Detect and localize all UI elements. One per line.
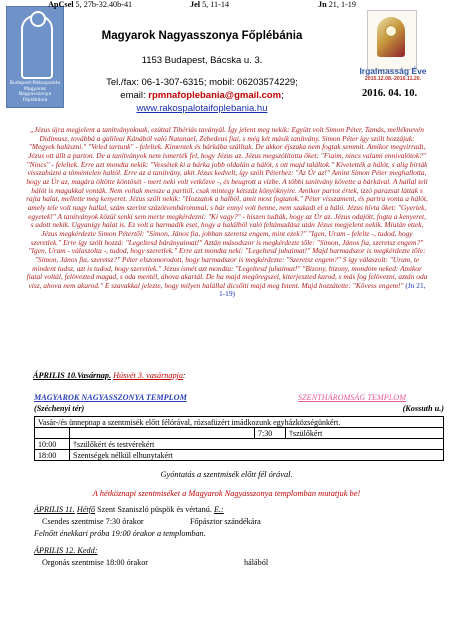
tuesday-heading <box>34 546 97 555</box>
email-address[interactable]: rpmnafoplebania@gmail.com <box>148 90 282 101</box>
choir-rehearsal-note: Felnőtt énekkari próba 19:00 órakor a templomban. <box>34 529 206 538</box>
monday-day: Hétfő <box>76 505 96 514</box>
monday-date: ÁPRILIS 11. <box>34 505 75 514</box>
table-cell: 7:30 <box>255 428 286 439</box>
monday-intention: Főpásztor szándékára <box>190 517 261 526</box>
weekday-mass-note: A hétköznapi szentmiséket a Magyarok Nagyasszonya templomban mutatjuk be! <box>92 489 361 498</box>
sunday-feast-link[interactable]: Húsvét 3. vasárnapja <box>113 371 183 380</box>
reading-2 <box>190 0 229 9</box>
table-cell: 18:00 <box>35 450 70 461</box>
bulletin-date: 2016. 04. 10. <box>362 88 418 99</box>
table-cell: 10:00 <box>35 439 70 450</box>
year-of-mercy-dates: 2015.12.08.-2016.11.20. <box>364 76 422 82</box>
monday-e: E.: <box>213 505 224 514</box>
website-link[interactable]: www.rakospalotaifoplebania.hu <box>136 103 268 114</box>
table-row <box>35 428 444 439</box>
email-tail: ; <box>281 90 284 101</box>
reading-1-ref: 5, 27b-32.40b-41 <box>75 0 133 9</box>
tuesday-intention: hálából <box>244 558 269 567</box>
year-of-mercy-title: Irgalmasság Éve <box>359 66 427 76</box>
reading-3-label: Jn <box>318 0 327 9</box>
reading-2-label: Jel <box>190 0 201 9</box>
church-left-name: MAGYAROK NAGYASSZONYA TEMPLOM <box>34 393 187 402</box>
monday-feast: Szent Szaniszló püspök és vértanú. <box>97 505 212 514</box>
sunday-date: ÁPRILIS 10.Vasárnap. <box>33 371 112 380</box>
table-cell: †szülőkért és testvérekért <box>70 439 444 450</box>
church-right-location: (Kossuth u.) <box>402 404 444 413</box>
sunday-heading <box>33 371 186 380</box>
table-row <box>35 417 444 428</box>
table-row <box>35 450 444 461</box>
reading-2-ref: 5, 11-14 <box>202 0 230 9</box>
tuesday-date: ÁPRILIS 12. Kedd: <box>34 546 98 555</box>
confession-note: Gyóntatás a szentmisék előtt fél órával. <box>160 470 293 479</box>
table-cell: †szülőkért <box>286 428 444 439</box>
table-row <box>35 439 444 450</box>
email-label: email: <box>120 90 146 101</box>
gospel-text <box>26 126 428 299</box>
gospel-body: „Jézus újra megjelent a tanítványoknak, ezúttal Tibériás taványál. Így jelent meg nekik: Együtt volt Simon Péter, Tamás, melléknevén Didimusz, továbbá a galileai Kánából való Natanael, Zebedeus fiai, s még két másik tanítvány. Simon Péter így szólt hozzájuk: "Megyek halászni." "Veled tartunk" - feleltek. Kimentek és bárkába szálltak. De akkor éjszaka nem fogtak semmit. Amikor megvirradt, Jézus ott állt a parton. De a tanítványok nem ismerték fel, hogy Jézus az. Jézus megszólította őket: "Fiaim, nincs valami ennivalótok?" "Nincs" - feleltek. Erre azt mondta nekik: "Vessétek ki a bárka jobb oldalán a hálót, s ott majd találtok." Kivetették a hálót, s alig bírták visszahúzni a töméntelen haltól. Erre az a tanítvány, akit Jézus kedvelt, így szólt Péterhez: "Az Úr az!" Amint Simon Péter meghallotta, hogy az Úr az, magára öltötte köntösét - mert neki volt vetkőzve -, és beugrott a vízbe. A többi tanítvány követte a bárkával. A hallal teli hálót is magukkal vonták. Nem voltak messze a parttól, csak mintegy kétszáz könyöknyire. Amikor partot értek, izzó parazsat láttak s rajta halat, mellette meg kenyeret. Jézus szólt nekik: "Hozzatok a halból, amit most fogtatok." Péter visszament, és partra vonta a hálót, amely tele volt nagy hallal, szám szerint százötvenhárommal, s bár ennyi volt benne, nem szakadt el a háló. Jézus hívta őket: "Gyertek, egyetek!" A tanítványok közül senki sem merte megkérdezni: "Ki vagy?" - hiszen tudták, hogy az Úr az. Jézus odajött, fogta a kenyeret, s adott nekik. Ugyanígy halat is. Ez volt a harmadik eset, hogy a halálból való feltámadása után Jézus megjelent nekik. Miután ettek, Jézus megkérdezte Simon Pétertől: "Simon, János fia, jobban szeretsz engem, mint ezek?" "Igen, Uram - felelte -, tudod, hogy szeretlek." Erre így szólt hozzá: "Legeltesd bárányaimat!" Aztán másodszor is megkérdezte tőle: "Simon, János fia, szeretsz engem?" "Igen, Uram - válaszolta -, tudod, hogy szeretlek." Erre azt mondta neki: "Legeltesd juhaimat!" Majd harmadszor is megkérdezte tőle: "Simon, János fia, szeretsz?" Péter elszomorodott, hogy harmadszor is megkérdezte: "Szeretsz engem?" S így válaszolt: "Uram, te mindent tudsz, azt is tudod, hogy szeretlek." Jézus ismét azt mondta: "Legeltesd juhaimat!" "Bizony, bizony, mondom neked: Amikor fiatal voltál, felövezted magad, s oda mentél, ahova akartál. De ha majd megöregszel, kiterjeszted karod, s más fog felövezni, aztán oda visz, ahova nem akarod." E szavakkal jelezte, hogy milyen halállal dicsőíti majd meg Istent. Majd hozzátette: "Kövess engem!" <box>26 125 428 290</box>
parish-phone: Tel./fax: 06-1-307-6315; mobil: 06203574229; <box>106 77 298 88</box>
church-left-location: (Széchenyi tér) <box>34 404 85 413</box>
gospel-reference: (Jn 21, 1-19) <box>218 280 426 299</box>
parish-email-line <box>66 90 338 101</box>
parish-website <box>66 103 338 114</box>
table-cell <box>70 428 255 439</box>
table-cell: Vasár-/és ünnepnap a szentmisék előtt félórával, rózsafüzért imádkozunk egyházközségünkért. <box>35 417 444 428</box>
monday-mass: Csendes szentmise 7:30 órakor <box>42 517 144 526</box>
madonna-figure-icon <box>21 15 53 79</box>
table-cell: Szentségek nélkül elhunytakért <box>70 450 444 461</box>
parish-logo <box>6 6 64 108</box>
parish-title: Magyarok Nagyasszonya Főplébánia <box>101 30 303 42</box>
reading-1-label: ApCsel <box>48 0 74 9</box>
mercy-emblem-icon <box>367 10 417 70</box>
sunday-colon: : <box>182 371 186 380</box>
tuesday-mass: Orgonás szentmise 18:00 órakor <box>42 558 149 567</box>
reading-1 <box>48 0 132 9</box>
parish-address: 1153 Budapest, Bácska u. 3. <box>141 55 263 66</box>
reading-3-ref: 21, 1-19 <box>328 0 356 9</box>
table-cell <box>35 428 70 439</box>
church-right-name: SZENTHÁROMSÁG TEMPLOM <box>298 393 407 402</box>
mass-schedule-table <box>34 416 444 461</box>
monday-heading <box>34 505 224 514</box>
logo-caption: Budapest-Rákospalota Magyarok Nagyasszonya Főplébánia <box>9 81 61 103</box>
reading-3 <box>318 0 356 9</box>
